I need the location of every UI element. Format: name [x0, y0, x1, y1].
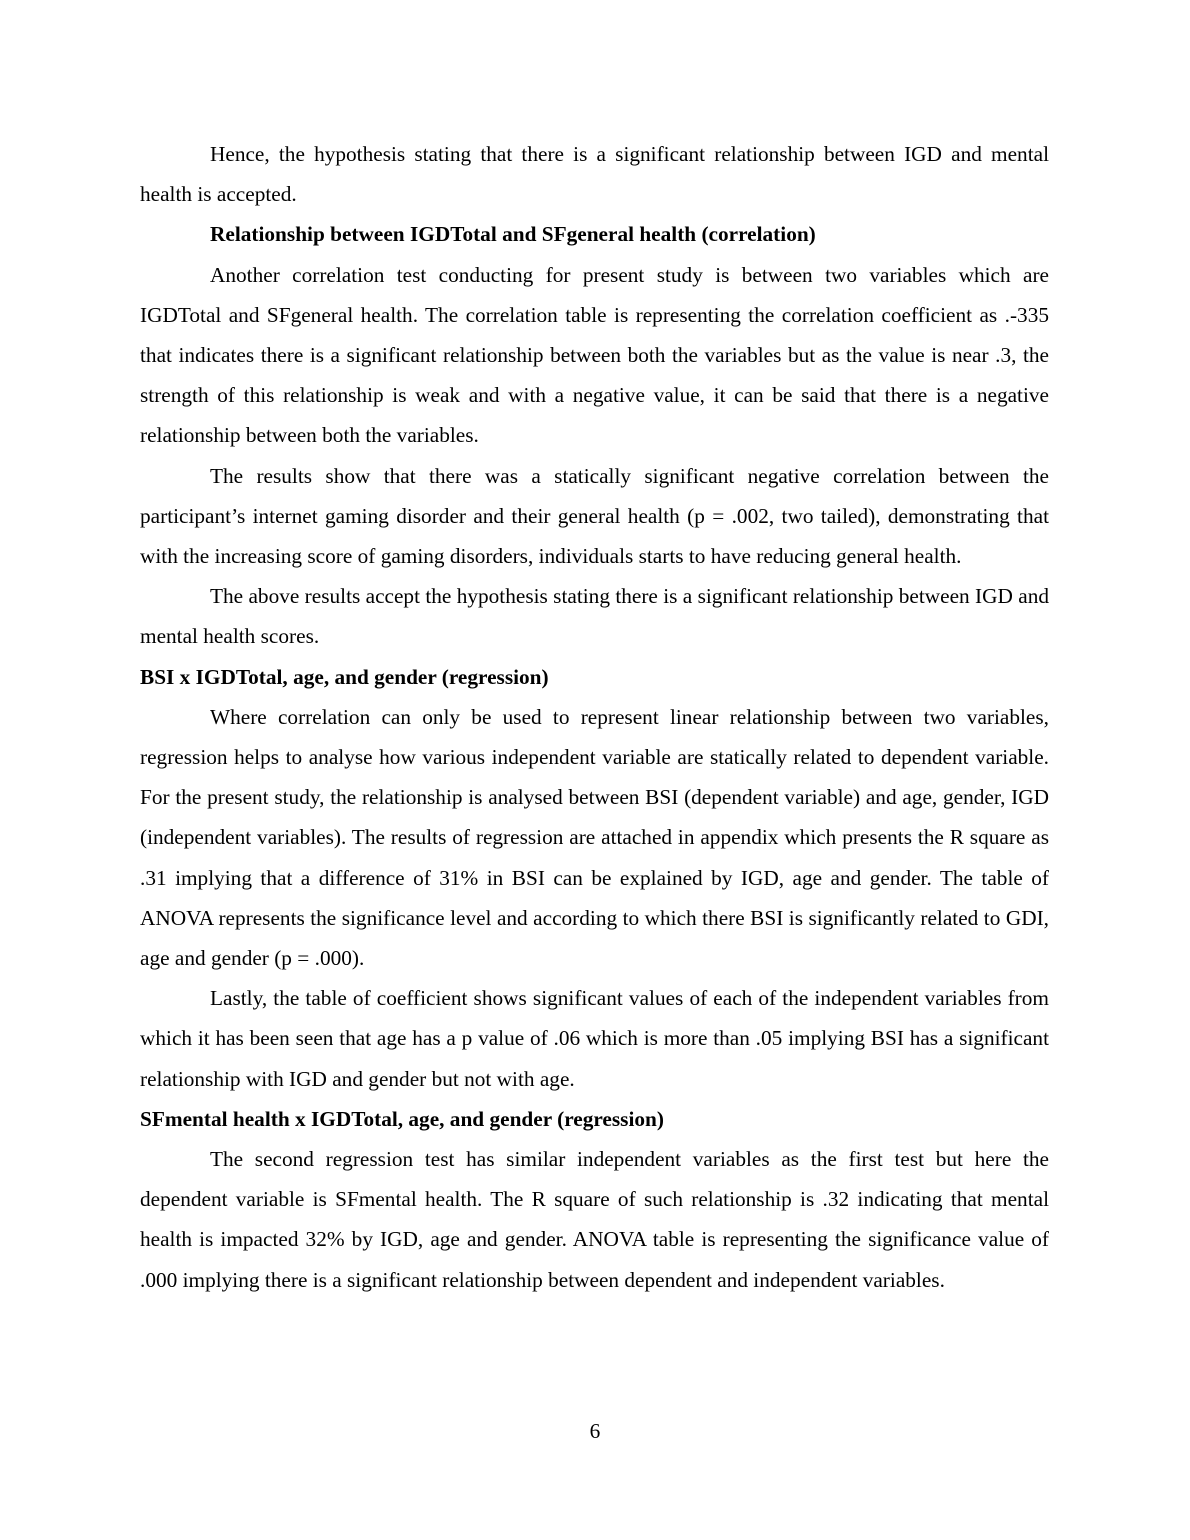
paragraph-correlation-coefficient: Another correlation test conducting for present study is between two variables which are IGDTotal and SFgeneral health. The correlation table is representing the correlation coefficient as .-335 that indicates there is a significant relationship between both the variables but as the value is near .3, the strength of this relationship is weak and with a negative value, it can be said that there is a negative relationship between both the variables.: [140, 262, 1049, 448]
page-number: 6: [589, 1419, 601, 1443]
paragraph-second-regression: The second regression test has similar independent variables as the first test but here the dependent variable is SFmental health. The R square of such relationship is .32 indicating that mental health is impacted 32% by IGD, age and gender. ANOVA table is representing the significance value of .000 implying there is a significant relationship between dependent and independent variables.: [140, 1147, 1049, 1292]
paragraph-negative-correlation: The results show that there was a statically significant negative correlation between the participant’s internet gaming disorder and their general health (p = .002, two tailed), demonstrating that with the increasing score of gaming disorders, individuals starts to have reducing general health.: [140, 463, 1049, 569]
heading-bsi-regression: BSI x IGDTotal, age, and gender (regression): [140, 664, 549, 689]
paragraph-bsi-regression: Where correlation can only be used to represent linear relationship between two variables, regression helps to analyse how various independent variable are statically related to dependent variable. For the present study, the relationship is analysed between BSI (dependent variable) and age, gender, IGD (independent variables). The results of regression are attached in appendix which presents the R square as .31 implying that a difference of 31% in BSI can be explained by IGD, age and gender. The table of ANOVA represents the significance level and according to which there BSI is significantly related to GDI, age and gender (p = .000).: [140, 704, 1049, 971]
paragraph-hypothesis-accepted: Hence, the hypothesis stating that there is a significant relationship between IGD and mental health is accepted.: [140, 142, 1049, 207]
page-body: [140, 134, 1049, 1300]
heading-igd-sfgeneral-correlation: Relationship between IGDTotal and SFgeneral health (correlation): [210, 222, 816, 247]
paragraph-results-accept-hypothesis: The above results accept the hypothesis stating there is a significant relationship between IGD and mental health scores.: [140, 584, 1049, 649]
paragraph-coefficient-table: Lastly, the table of coefficient shows significant values of each of the independent variables from which it has been seen that age has a p value of .06 which is more than .05 implying BSI has a significant relationship with IGD and gender but not with age.: [140, 986, 1049, 1091]
heading-sfmental-regression: SFmental health x IGDTotal, age, and gender (regression): [140, 1106, 664, 1131]
